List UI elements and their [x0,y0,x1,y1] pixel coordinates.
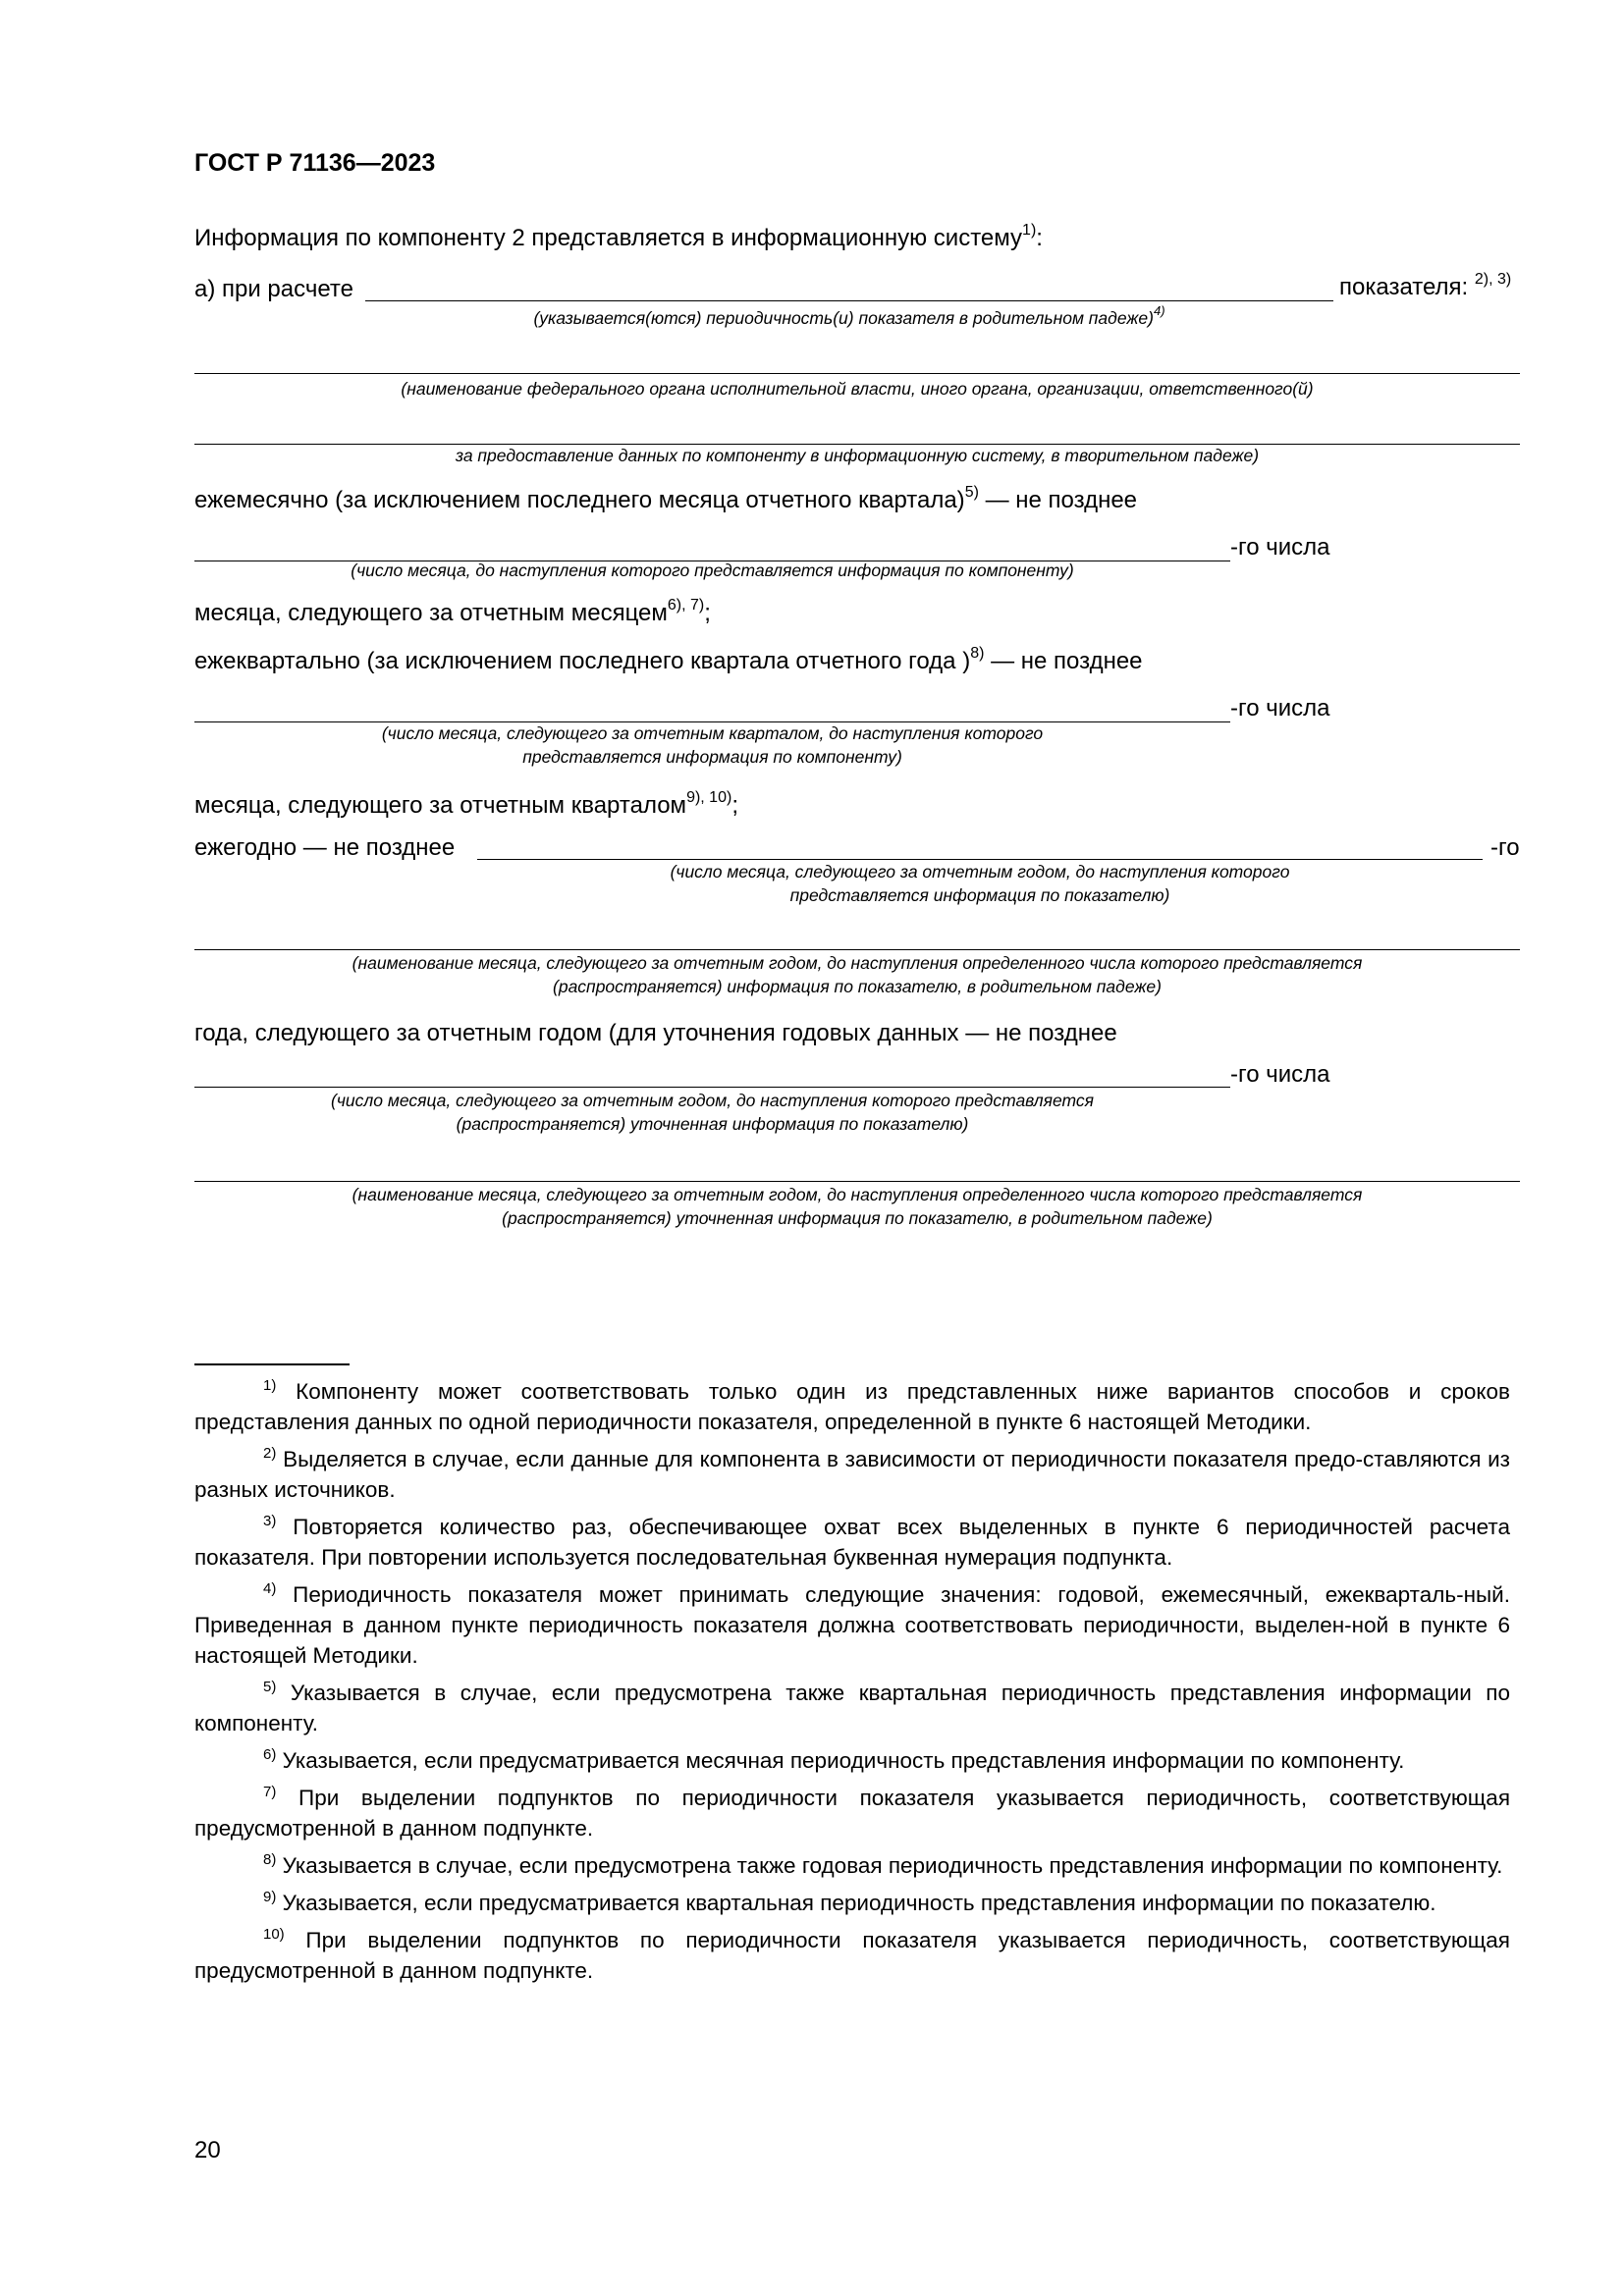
year-next-text: года, следующего за отчетным годом (для уточнения годовых данных — не позднее [194,1020,1117,1046]
footnote [194,1678,1510,1738]
monthly-footnote-ref: 5) [964,484,979,501]
quarter-next-text: месяца, следующего за отчетным кварталом [194,792,687,819]
caption-org-2: за предоставление данных по компоненту в информационную систему, в творительном падеже) [455,446,1260,465]
footnote-text: Указывается, если предусматривается месячная периодичность представления информации по компоненту. [282,1748,1405,1773]
footnote-text: Выделяется в случае, если данные для компонента в зависимости от периодичности показателя предо-ставляются из разных источников. [194,1447,1510,1502]
footnote [194,1888,1510,1918]
footnote-text: Указывается в случае, если предусмотрена также годовая периодичность представления информации по компоненту. [282,1853,1503,1878]
year-month-blank-line [194,949,1520,950]
footnote-number: 10) [263,1925,285,1943]
quarter-next-footnote-ref: 9), 10) [686,789,732,806]
page-number: 20 [194,2137,221,2163]
intro-colon: : [1036,225,1043,251]
footnote-text: При выделении подпунктов по периодичности показателя указывается периодичность, соответствующая предусмотренной в данном подпункте. [194,1786,1510,1841]
annually-suffix: -го [1490,834,1520,861]
quarterly-text: ежеквартально (за исключением последнего квартала отчетного года ) [194,648,971,674]
intro-text: Информация по компоненту 2 представляется в информационную систему [194,225,1023,251]
footnote-text: Указывается, если предусматривается квартальная периодичность представления информации по показателю. [282,1891,1436,1915]
footnote [194,1925,1510,1986]
footnote-number: 6) [263,1745,277,1763]
footnote [194,1512,1510,1573]
footnote [194,1745,1510,1776]
caption-year-day-1: (число месяца, следующего за отчетным годом, до наступления которого [670,862,1290,881]
footnote-number: 1) [263,1376,277,1394]
footnote-number: 8) [263,1850,277,1868]
periodicity-blank-line [365,300,1333,301]
caption-year-day-2: представляется информация по показателю) [789,885,1170,905]
caption-year-month-2: (распространяется) информация по показателю, в родительном падеже) [553,977,1162,996]
footnote-text: Компоненту может соответствовать только один из представленных ниже вариантов способов и сроков представления данных по одной периодичности показателя, определенной в пункте 6 настоящей Методики. [194,1379,1510,1434]
footnote-text: При выделении подпунктов по периодичности показателя указывается периодичность, соответствующая предусмотренной в данном подпункте. [194,1928,1510,1983]
quarterly-footnote-ref: 8) [970,645,985,662]
intro-line [194,224,1043,253]
footnote [194,1579,1510,1671]
item-a-footnote-ref: 2), 3) [1474,271,1512,288]
footnote-number: 2) [263,1444,277,1462]
annually-prefix: ежегодно — не позднее [194,834,456,861]
quarterly-line [194,647,1143,676]
month-next-end: ; [704,600,711,626]
footnote [194,1444,1510,1505]
org-blank-line [194,373,1520,374]
caption-monthly-day: (число месяца, до наступления которого представляется информация по компоненту) [351,561,1074,580]
caption-refined-day-2: (распространяется) уточненная информация по показателю) [456,1114,969,1134]
monthly-line [194,486,1137,515]
footnote-number: 5) [263,1678,277,1695]
caption-quarter-day-1: (число месяца, следующего за отчетным кварталом, до наступления которого [381,723,1044,743]
intro-footnote-ref: 1) [1022,222,1037,239]
quarterly-end: — не позднее [984,648,1143,674]
caption-refined-day-1: (число месяца, следующего за отчетным годом, до наступления которого представляется [331,1091,1094,1110]
footnote [194,1850,1510,1881]
document-header: ГОСТ Р 71136—2023 [194,149,436,177]
footnote-text: Указывается в случае, если предусмотрена также квартальная периодичность представления информации по компоненту. [194,1681,1510,1735]
month-next-text: месяца, следующего за отчетным месяцем [194,600,668,626]
quarter-next-line [194,791,738,821]
caption-refined-month-2: (распространяется) уточненная информация по показателю, в родительном падеже) [502,1208,1213,1228]
refined-month-blank-line [194,1181,1520,1182]
caption-quarter-day-2: представляется информация по компоненту) [522,747,902,767]
quarter-next-end: ; [731,792,738,819]
footnote-number: 4) [263,1579,277,1597]
footnotes [194,1376,1510,1993]
footnote-number: 7) [263,1783,277,1800]
caption-periodicity-text: (указывается(ются) периодичность(и) показателя в родительном падеже) [533,308,1154,328]
footnote-number: 9) [263,1888,277,1905]
monthly-go-chisla: -го числа [1230,534,1330,561]
refined-day-blank-line [194,1087,1230,1088]
monthly-end: — не позднее [978,487,1138,513]
footnote-separator [194,1363,350,1365]
caption-periodicity-footnote-ref: 4) [1153,303,1165,319]
caption-periodicity [365,303,1333,330]
footnote-text: Периодичность показателя может принимать следующие значения: годовой, ежемесячный, ежекварталь-ный. Приведенная в данном пункте периодичность показателя должна соответствовать периодичности, выделен-ной в пункте 6 настоящей Методики. [194,1582,1510,1668]
footnote-text: Повторяется количество раз, обеспечивающее охват всех выделенных в пункте 6 периодичностей расчета показателя. При повторении используется последовательная буквенная нумерация подпункта. [194,1515,1510,1570]
quarter-go-chisla: -го числа [1230,695,1330,721]
footnote [194,1376,1510,1437]
month-next-footnote-ref: 6), 7) [667,597,705,614]
year-day-blank-line [477,859,1483,860]
footnote [194,1783,1510,1843]
footnote-number: 3) [263,1512,277,1529]
caption-year-month-1: (наименование месяца, следующего за отчетным годом, до наступления определенного числа которого представляется [352,953,1363,973]
caption-org: (наименование федерального органа исполнительной власти, иного органа, организации, ответственного(й) [401,379,1314,399]
item-a-suffix-line [1339,273,1511,302]
caption-refined-month-1: (наименование месяца, следующего за отчетным годом, до наступления определенного числа которого представляется [352,1185,1363,1204]
item-a-prefix: а) при расчете [194,276,353,302]
refined-go-chisla: -го числа [1230,1061,1330,1088]
item-a-suffix: показателя: [1339,274,1469,300]
month-next-line [194,599,711,628]
monthly-text: ежемесячно (за исключением последнего месяца отчетного квартала) [194,487,965,513]
